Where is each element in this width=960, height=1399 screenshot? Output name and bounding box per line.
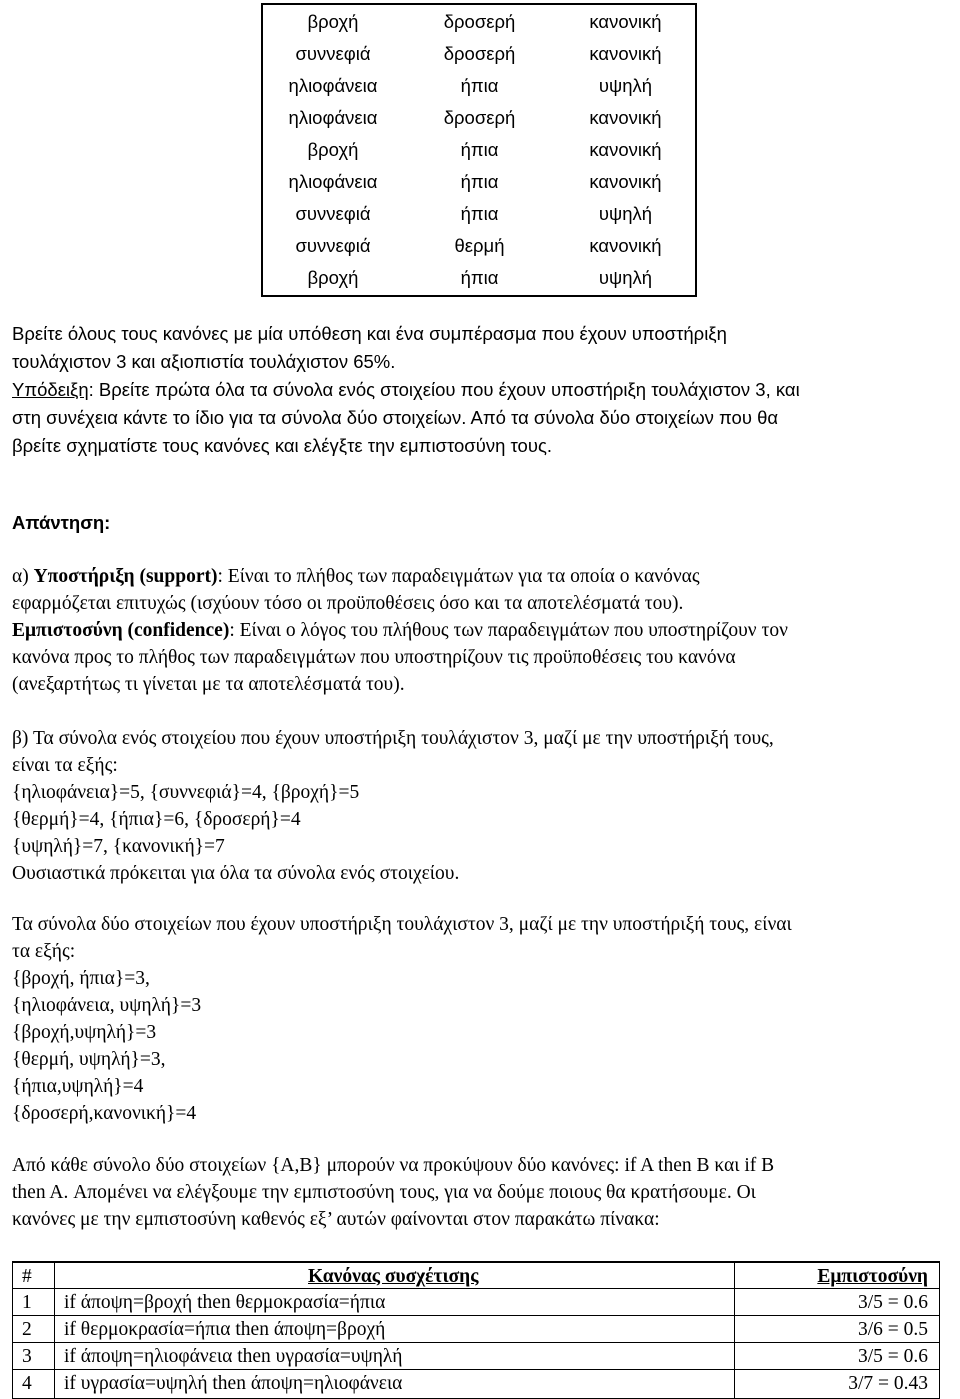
temperature-cell: θερμή	[454, 235, 505, 256]
support-definition: : Είναι το πλήθος των παραδειγμάτων για τα οποία ο κανόνας	[217, 566, 700, 587]
table-row	[263, 38, 695, 70]
outlook-cell: βροχή	[307, 139, 359, 160]
answer-c-line-7: {ήπια,υψηλή}=4	[12, 1076, 144, 1097]
answer-b-line-6: Ουσιαστικά πρόκειται για όλα τα σύνολα ενός στοιχείου.	[12, 863, 460, 884]
confidence-term: Εμπιστοσύνη (confidence)	[12, 620, 230, 641]
header-num: #	[22, 1266, 32, 1287]
answer-a-line-3	[12, 620, 788, 642]
answer-a-line-5: (ανεξαρτήτως τι γίνεται με τα αποτελέσματά του).	[12, 674, 405, 695]
answer-c-line-3: {βροχή, ήπια}=3,	[12, 968, 150, 989]
answer-b-line-1: β) Τα σύνολα ενός στοιχείου που έχουν υποστήριξη τουλάχιστον 3, μαζί με την υποστήριξή τους,	[12, 728, 774, 749]
outlook-cell: ηλιοφάνεια	[288, 171, 378, 192]
humidity-cell: κανονική	[589, 11, 662, 32]
answer-c-line-5: {βροχή,υψηλή}=3	[12, 1022, 157, 1043]
answer-d-line-2: then A. Απομένει να ελέγξουμε την εμπιστοσύνη τους, για να δούμε ποιους θα κρατήσουμε. Οι	[12, 1182, 756, 1203]
rules-table-header	[12, 1261, 940, 1290]
header-rule: Κανόνας συσχέτισης	[308, 1266, 479, 1287]
weather-data-table	[261, 3, 697, 297]
table-left-border	[12, 1261, 13, 1399]
question-line-1: Βρείτε όλους τους κανόνες με μία υπόθεση και ένα συμπέρασμα που έχουν υποστήριξη	[12, 323, 727, 344]
table-row	[263, 198, 695, 230]
rule-text: if άποψη=βροχή then θερμοκρασία=ήπια	[64, 1292, 386, 1313]
temperature-cell: ήπια	[460, 139, 499, 160]
outlook-cell: βροχή	[307, 267, 359, 288]
humidity-cell: κανονική	[589, 43, 662, 64]
table-row	[12, 1369, 940, 1397]
rule-num: 2	[22, 1319, 32, 1340]
answer-d-line-1: Από κάθε σύνολο δύο στοιχείων {A,B} μπορούν να προκύψουν δύο κανόνες: if A then B και if B	[12, 1155, 775, 1176]
humidity-cell: κανονική	[589, 107, 662, 128]
answer-c-line-8: {δροσερή,κανονική}=4	[12, 1103, 197, 1124]
answer-c-line-1: Τα σύνολα δύο στοιχείων που έχουν υποστήριξη τουλάχιστον 3, μαζί με την υποστήριξή τους, είναι	[12, 914, 792, 935]
temperature-cell: δροσερή	[443, 11, 516, 32]
answer-c-line-4: {ηλιοφάνεια, υψηλή}=3	[12, 995, 202, 1016]
answer-a-line-4: κανόνα προς το πλήθος των παραδειγμάτων που υποστηρίζουν τις προϋποθέσεις του κανόνα	[12, 647, 736, 668]
humidity-cell: κανονική	[589, 171, 662, 192]
humidity-cell: υψηλή	[598, 267, 653, 288]
outlook-cell: συννεφιά	[295, 203, 371, 224]
hint-label: Υπόδειξη	[12, 379, 89, 400]
rule-num: 1	[22, 1292, 32, 1313]
rule-num: 4	[22, 1373, 32, 1394]
answer-d-line-3: κανόνες με την εμπιστοσύνη καθενός εξ’ αυτών φαίνονται στον παρακάτω πίνακα:	[12, 1209, 660, 1230]
temperature-cell: ήπια	[460, 75, 499, 96]
outlook-cell: συννεφιά	[295, 235, 371, 256]
rule-num: 3	[22, 1346, 32, 1367]
table-row	[12, 1342, 940, 1370]
association-rules-table	[12, 1261, 940, 1399]
hint-text: : Βρείτε πρώτα όλα τα σύνολα ενός στοιχείου που έχουν υποστήριξη τουλάχιστον 3, και	[88, 379, 800, 400]
answer-a-line-1	[12, 566, 700, 588]
table-row	[263, 262, 695, 294]
table-row	[263, 70, 695, 102]
answer-heading: Απάντηση:	[12, 512, 111, 533]
rule-confidence: 3/5 = 0.6	[857, 1292, 928, 1313]
table-divider-1	[54, 1261, 55, 1399]
outlook-cell: βροχή	[307, 11, 359, 32]
table-row	[12, 1315, 940, 1343]
humidity-cell: κανονική	[589, 235, 662, 256]
temperature-cell: ήπια	[460, 171, 499, 192]
rule-text: if θερμοκρασία=ήπια then άποψη=βροχή	[64, 1319, 386, 1340]
answer-b-line-3: {ηλιοφάνεια}=5, {συννεφιά}=4, {βροχή}=5	[12, 782, 360, 803]
rule-confidence: 3/5 = 0.6	[857, 1346, 928, 1367]
answer-b-line-5: {υψηλή}=7, {κανονική}=7	[12, 836, 225, 857]
outlook-cell: ηλιοφάνεια	[288, 107, 378, 128]
confidence-definition: : Είναι ο λόγος του πλήθους των παραδειγμάτων που υποστηρίζουν τον	[229, 620, 788, 641]
answer-a-line-2: εφαρμόζεται επιτυχώς (ισχύουν τόσο οι προϋποθέσεις όσο και τα αποτελέσματά του).	[12, 593, 684, 614]
temperature-cell: δροσερή	[443, 107, 516, 128]
temperature-cell: ήπια	[460, 203, 499, 224]
table-right-border	[939, 1261, 940, 1399]
outlook-cell: συννεφιά	[295, 43, 371, 64]
answer-b-line-4: {θερμή}=4, {ήπια}=6, {δροσερή}=4	[12, 809, 301, 830]
answer-c-line-6: {θερμή, υψηλή}=3,	[12, 1049, 166, 1070]
rule-confidence: 3/7 = 0.43	[848, 1373, 928, 1394]
rule-text: if υγρασία=υψηλή then άποψη=ηλιοφάνεια	[64, 1373, 403, 1394]
table-row	[263, 6, 695, 38]
answer-a-prefix: α)	[12, 566, 34, 587]
temperature-cell: ήπια	[460, 267, 499, 288]
humidity-cell: κανονική	[589, 139, 662, 160]
table-row	[263, 230, 695, 262]
header-confidence: Εμπιστοσύνη	[817, 1266, 928, 1287]
answer-c-line-2: τα εξής:	[12, 941, 76, 962]
rule-text: if άποψη=ηλιοφάνεια then υγρασία=υψηλή	[64, 1346, 403, 1367]
table-row	[263, 134, 695, 166]
support-term: Υποστήριξη (support)	[33, 566, 218, 587]
question-line-5: βρείτε σχηματίστε τους κανόνες και ελέγξτε την εμπιστοσύνη τους.	[12, 435, 553, 456]
temperature-cell: δροσερή	[443, 43, 516, 64]
answer-b-line-2: είναι τα εξής:	[12, 755, 118, 776]
table-row	[263, 166, 695, 198]
table-divider-2	[734, 1261, 735, 1399]
rule-confidence: 3/6 = 0.5	[857, 1319, 928, 1340]
humidity-cell: υψηλή	[598, 75, 653, 96]
humidity-cell: υψηλή	[598, 203, 653, 224]
table-row	[12, 1288, 940, 1316]
table-row	[263, 102, 695, 134]
question-line-2: τουλάχιστον 3 και αξιοπιστία τουλάχιστον 65%.	[12, 351, 396, 372]
question-line-4: στη συνέχεια κάντε το ίδιο για τα σύνολα δύο στοιχείων. Από τα σύνολα δύο στοιχείων που θα	[12, 407, 779, 428]
question-hint-line	[12, 379, 800, 401]
outlook-cell: ηλιοφάνεια	[288, 75, 378, 96]
